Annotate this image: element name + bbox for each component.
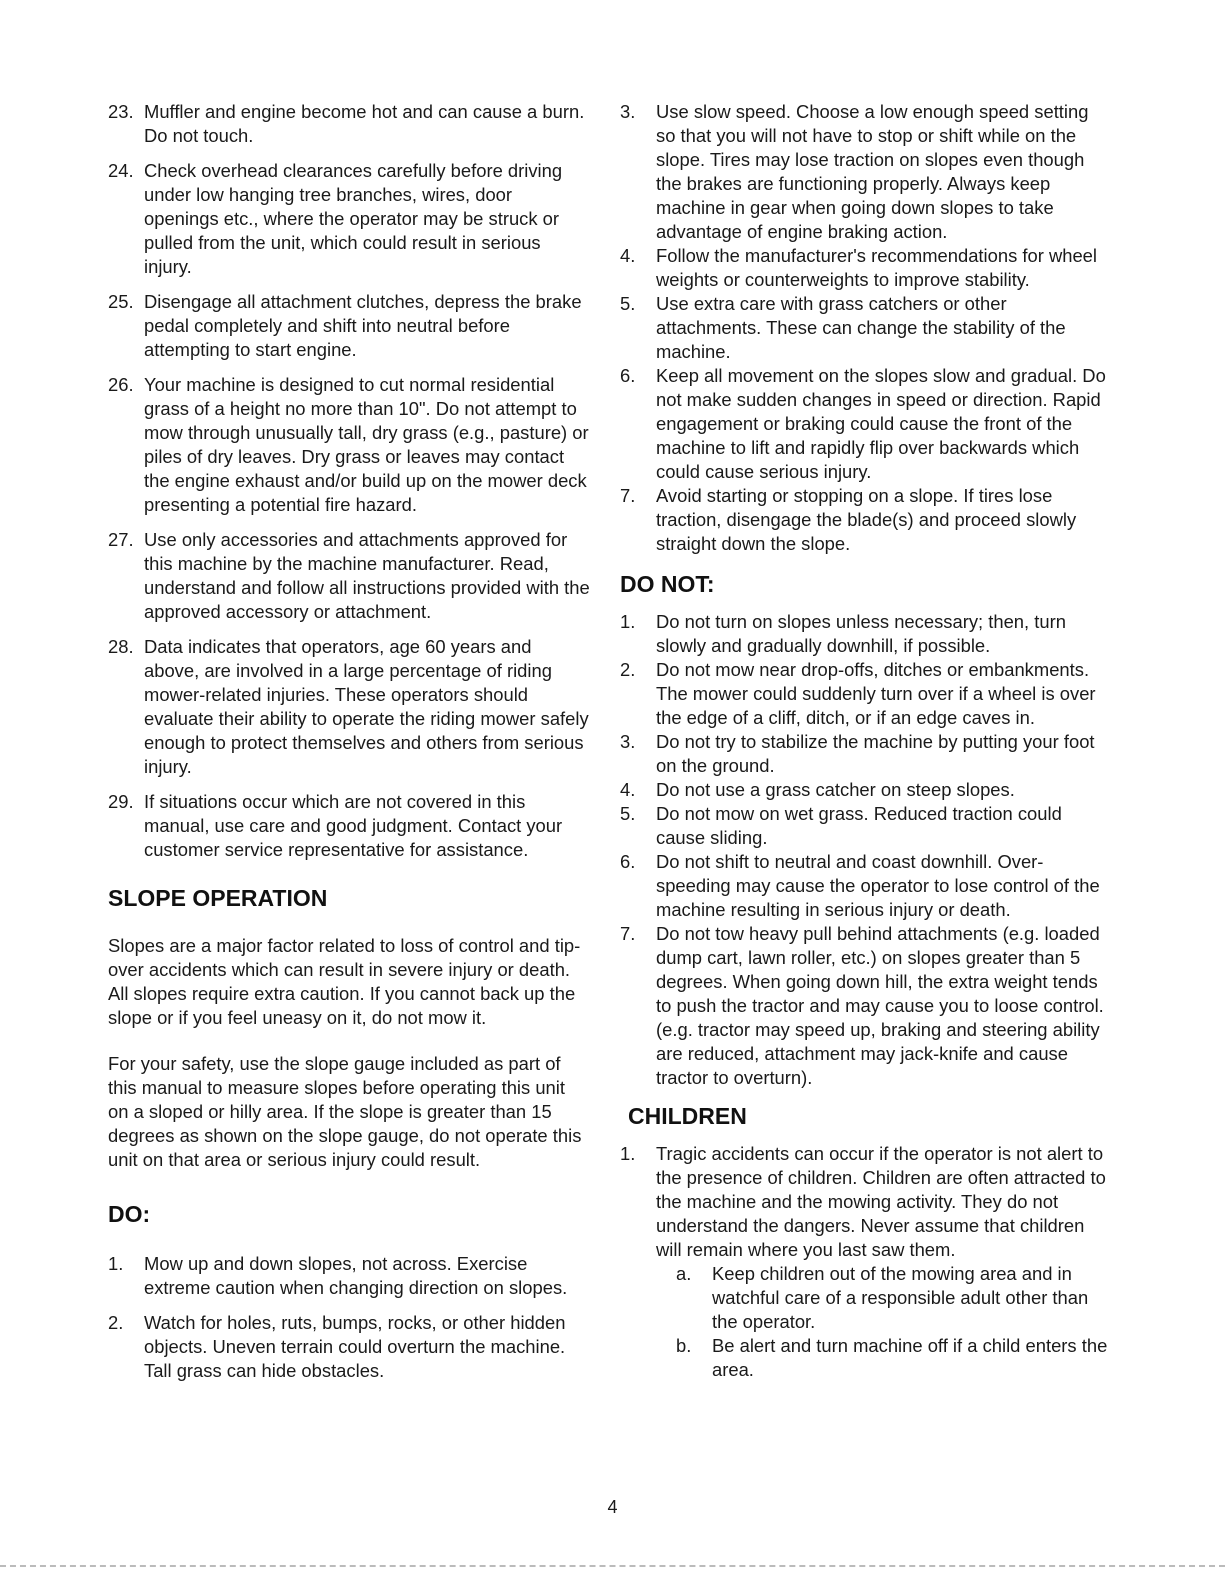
item-text: Follow the manufacturer's recommendations for wheel weights or counterweights to improve stability.	[656, 245, 1097, 290]
item-text: Use slow speed. Choose a low enough speed setting so that you will not have to stop or shift while on the slope. Tires may lose traction on slopes even though the brakes are functioning properly. Always keep machine in gear when going down slopes to take advantage of engine braking action.	[656, 101, 1089, 242]
item-text: Avoid starting or stopping on a slope. If tires lose traction, disengage the blade(s) and proceed slowly straight down the slope.	[656, 485, 1077, 554]
page-number: 4	[607, 1497, 618, 1517]
item-letter: b.	[676, 1335, 692, 1356]
item-number: 7.	[620, 485, 636, 506]
item-number: 26.	[108, 374, 134, 395]
slope-operation-heading: SLOPE OPERATION	[108, 885, 328, 911]
item-number: 23.	[108, 101, 134, 122]
item-text: Use only accessories and attachments approved for this machine by the machine manufacturer. Read, understand and follow all instructions provided with the approved accessory or attachment.	[144, 529, 590, 622]
item-number: 6.	[620, 365, 636, 386]
item-text: Check overhead clearances carefully before driving under low hanging tree branches, wires, door openings etc., where the operator may be struck or pulled from the unit, which could result in serious injury.	[144, 160, 563, 277]
item-text: Use extra care with grass catchers or other attachments. These can change the stability of the machine.	[656, 293, 1066, 362]
item-text: Do not mow on wet grass. Reduced traction could cause sliding.	[656, 803, 1062, 848]
list-item	[108, 790, 590, 862]
item-number: 6.	[620, 851, 636, 872]
list-item	[620, 658, 1108, 730]
item-number: 2.	[620, 659, 636, 680]
list-item	[620, 850, 1108, 922]
item-number: 4.	[620, 245, 636, 266]
item-text: Be alert and turn machine off if a child enters the area.	[712, 1335, 1108, 1380]
left-column	[108, 100, 590, 1394]
list-item	[108, 635, 590, 779]
item-text: Do not turn on slopes unless necessary; then, turn slowly and gradually downhill, if possible.	[656, 611, 1066, 656]
item-number: 3.	[620, 101, 636, 122]
sub-list-item	[676, 1262, 1108, 1334]
item-text: Do not try to stabilize the machine by putting your foot on the ground.	[656, 731, 1095, 776]
item-text: Do not use a grass catcher on steep slopes.	[656, 779, 1015, 800]
list-item	[620, 1142, 1108, 1262]
item-text: Tragic accidents can occur if the operator is not alert to the presence of children. Children are often attracted to the machine and the mowing activity. They do not understand the dangers. Never assume that children will remain where you last saw them.	[656, 1143, 1106, 1260]
right-column	[620, 100, 1108, 1382]
item-number: 29.	[108, 791, 134, 812]
item-text: Data indicates that operators, age 60 years and above, are involved in a large percentage of riding mower-related injuries. These operators should evaluate their ability to operate the riding mower safely enough to protect themselves and others from serious injury.	[144, 636, 589, 777]
list-item	[620, 610, 1108, 658]
item-number: 4.	[620, 779, 636, 800]
item-number: 1.	[620, 611, 636, 632]
list-item	[620, 730, 1108, 778]
list-item	[620, 484, 1108, 556]
list-item	[620, 802, 1108, 850]
do-heading: DO:	[108, 1201, 151, 1227]
list-item	[108, 290, 590, 362]
list-item	[108, 159, 590, 279]
list-item	[108, 1252, 590, 1300]
item-text: Muffler and engine become hot and can cause a burn. Do not touch.	[144, 101, 585, 146]
page-bottom-border	[0, 1565, 1225, 1567]
list-item	[108, 528, 590, 624]
item-number: 7.	[620, 923, 636, 944]
item-text: Disengage all attachment clutches, depress the brake pedal completely and shift into neutral before attempting to start engine.	[144, 291, 582, 360]
item-text: Keep all movement on the slopes slow and gradual. Do not make sudden changes in speed or direction. Rapid engagement or braking could cause the front of the machine to lift and rapidly flip over backwards which could cause serious injury.	[656, 365, 1106, 482]
item-text: Do not shift to neutral and coast downhill. Over-speeding may cause the operator to lose control of the machine resulting in serious injury or death.	[656, 851, 1100, 920]
sub-list-item	[676, 1334, 1108, 1382]
list-item	[108, 100, 590, 148]
item-text: Watch for holes, ruts, bumps, rocks, or other hidden objects. Uneven terrain could overturn the machine. Tall grass can hide obstacles.	[144, 1312, 566, 1381]
item-text: Your machine is designed to cut normal residential grass of a height no more than 10". Do not attempt to mow through unusually tall, dry grass (e.g., pasture) or piles of dry leaves. Dry grass or leaves may contact the engine exhaust and/or build up on the mower deck presenting a potential fire hazard.	[144, 374, 589, 515]
do-not-heading: DO NOT:	[620, 571, 715, 597]
item-text: Mow up and down slopes, not across. Exercise extreme caution when changing direction on slopes.	[144, 1253, 568, 1298]
list-item	[620, 922, 1108, 1090]
list-item	[620, 364, 1108, 484]
item-number: 28.	[108, 636, 134, 657]
item-text: Do not tow heavy pull behind attachments (e.g. loaded dump cart, lawn roller, etc.) on slopes greater than 5 degrees. When going down hill, the extra weight tends to push the tractor and may cause you to loose control. (e.g. tractor may speed up, braking and steering ability are reduced, attachment may jack-knife and cause tractor to overturn).	[656, 923, 1104, 1088]
item-number: 5.	[620, 803, 636, 824]
item-text: If situations occur which are not covered in this manual, use care and good judgment. Contact your customer service representative for assistance.	[144, 791, 563, 860]
children-heading: CHILDREN	[628, 1103, 747, 1129]
item-number: 5.	[620, 293, 636, 314]
list-item	[108, 373, 590, 517]
item-number: 24.	[108, 160, 134, 181]
item-number: 3.	[620, 731, 636, 752]
item-number: 27.	[108, 529, 134, 550]
item-number: 1.	[108, 1253, 124, 1274]
item-text: Keep children out of the mowing area and in watchful care of a responsible adult other than the operator.	[712, 1263, 1089, 1332]
item-letter: a.	[676, 1263, 692, 1284]
list-item	[620, 100, 1108, 244]
slope-paragraph-1: Slopes are a major factor related to loss of control and tip-over accidents which can result in severe injury or death. All slopes require extra caution. If you cannot back up the slope or if you feel uneasy on it, do not mow it.	[108, 935, 581, 1028]
list-item	[620, 292, 1108, 364]
list-item	[108, 1311, 590, 1383]
item-text: Do not mow near drop-offs, ditches or embankments. The mower could suddenly turn over if a wheel is over the edge of a cliff, ditch, or if an edge caves in.	[656, 659, 1096, 728]
item-number: 1.	[620, 1143, 636, 1164]
slope-paragraph-2: For your safety, use the slope gauge included as part of this manual to measure slopes before operating this unit on a sloped or hilly area. If the slope is greater than 15 degrees as shown on the slope gauge, do not operate this unit on that area or serious injury could result.	[108, 1053, 582, 1170]
item-number: 25.	[108, 291, 134, 312]
list-item	[620, 244, 1108, 292]
list-item	[620, 778, 1108, 802]
item-number: 2.	[108, 1312, 124, 1333]
